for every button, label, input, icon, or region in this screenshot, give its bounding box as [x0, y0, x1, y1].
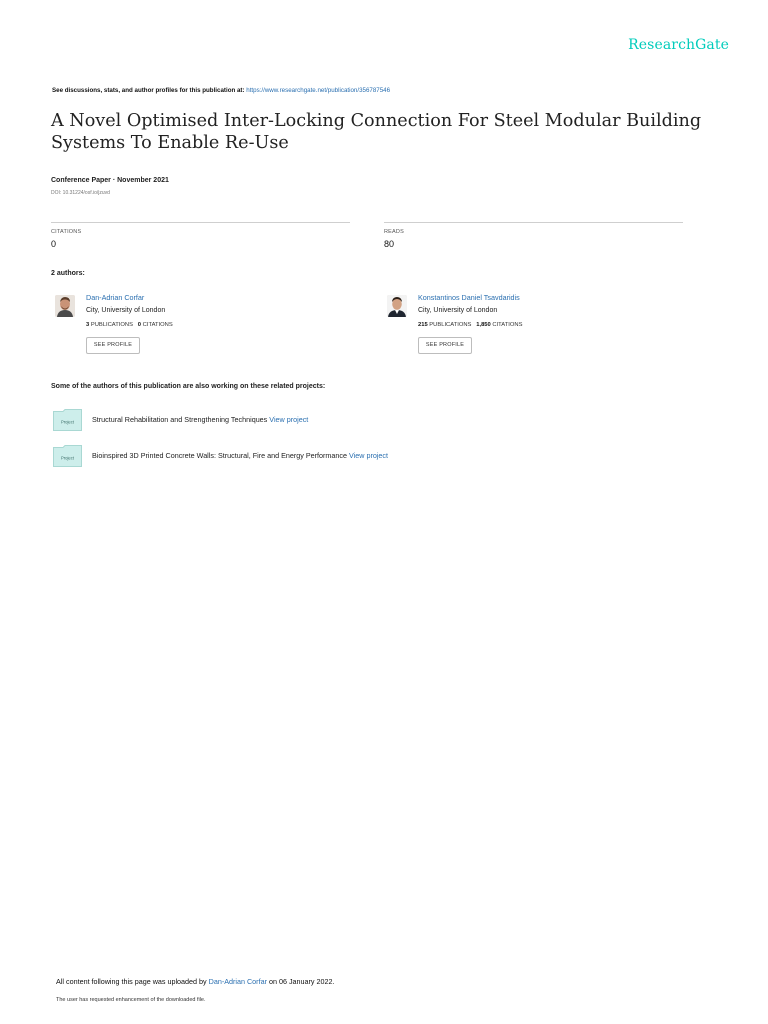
- project-icon-label: Project: [60, 455, 75, 461]
- citations-divider: [51, 222, 350, 223]
- view-project-link-1[interactable]: View project: [269, 415, 309, 424]
- upload-notice: [56, 977, 335, 986]
- upload-prefix: All content following this page was uploaded by: [56, 977, 209, 986]
- author-avatar-1[interactable]: [55, 295, 75, 317]
- reads-divider: [384, 222, 683, 223]
- reads-label: READS: [384, 229, 404, 235]
- author-affiliation-1: City, University of London: [86, 307, 166, 314]
- paper-type-date: Conference Paper · November 2021: [51, 177, 169, 184]
- paper-title: [51, 110, 711, 154]
- author-metrics-1: [86, 322, 173, 328]
- author-name-2[interactable]: Konstantinos Daniel Tsavdaridis: [418, 293, 520, 302]
- paper-title-line1: A Novel Optimised Inter-Locking Connection For Steel Modular Building: [51, 111, 702, 131]
- author-affiliation-2: City, University of London: [418, 307, 498, 314]
- person-photo-icon: [55, 295, 75, 317]
- author-publications-count-2: 215: [418, 322, 428, 328]
- related-projects-label: Some of the authors of this publication are also working on these related projects:: [51, 383, 326, 390]
- author-metrics-2: [418, 322, 522, 328]
- see-profile-button-2[interactable]: SEE PROFILE: [418, 337, 472, 354]
- author-name-1[interactable]: Dan-Adrian Corfar: [86, 293, 145, 302]
- publication-url-link[interactable]: https://www.researchgate.net/publication/356787546: [246, 87, 391, 94]
- view-project-link-2[interactable]: View project: [349, 451, 389, 460]
- author-publications-label-2: PUBLICATIONS: [429, 322, 472, 328]
- paper-doi: DOI: 10.31224/osf.io/jzuvd: [51, 190, 110, 196]
- see-profile-button-1[interactable]: SEE PROFILE: [86, 337, 140, 354]
- person-photo-icon: [387, 295, 407, 317]
- uploader-link[interactable]: Dan-Adrian Corfar: [208, 977, 267, 986]
- project-item-2: [92, 451, 388, 460]
- author-citations-count-2: 1,850: [476, 322, 491, 328]
- paper-title-line2: Systems To Enable Re-Use: [51, 133, 289, 153]
- reads-value: 80: [384, 239, 395, 249]
- author-publications-label-1: PUBLICATIONS: [90, 322, 133, 328]
- researchgate-logo[interactable]: ResearchGate: [628, 37, 729, 53]
- project-icon-label: Project: [60, 419, 75, 425]
- citations-value: 0: [51, 239, 57, 249]
- author-citations-label-2: CITATIONS: [492, 322, 523, 328]
- author-citations-label-1: CITATIONS: [142, 322, 173, 328]
- discussion-prefix: See discussions, stats, and author profiles for this publication at:: [52, 87, 247, 94]
- author-citations-count-1: 0: [137, 322, 142, 328]
- project-folder-icon: [53, 409, 82, 431]
- project-item-1: [92, 415, 308, 424]
- author-avatar-2[interactable]: [387, 295, 407, 317]
- upload-suffix: on 06 January 2022.: [266, 977, 335, 986]
- citations-label: CITATIONS: [51, 229, 82, 235]
- project-title-1: Structural Rehabilitation and Strengthening Techniques: [92, 415, 270, 424]
- author-publications-count-1: 3: [86, 322, 90, 328]
- project-folder-icon: [53, 445, 82, 467]
- project-title-2: Bioinspired 3D Printed Concrete Walls: Structural, Fire and Energy Performance: [92, 451, 349, 460]
- authors-label: 2 authors:: [51, 270, 85, 277]
- discussion-line: [52, 87, 390, 94]
- enhancement-note: The user has requested enhancement of the downloaded file.: [56, 997, 206, 1003]
